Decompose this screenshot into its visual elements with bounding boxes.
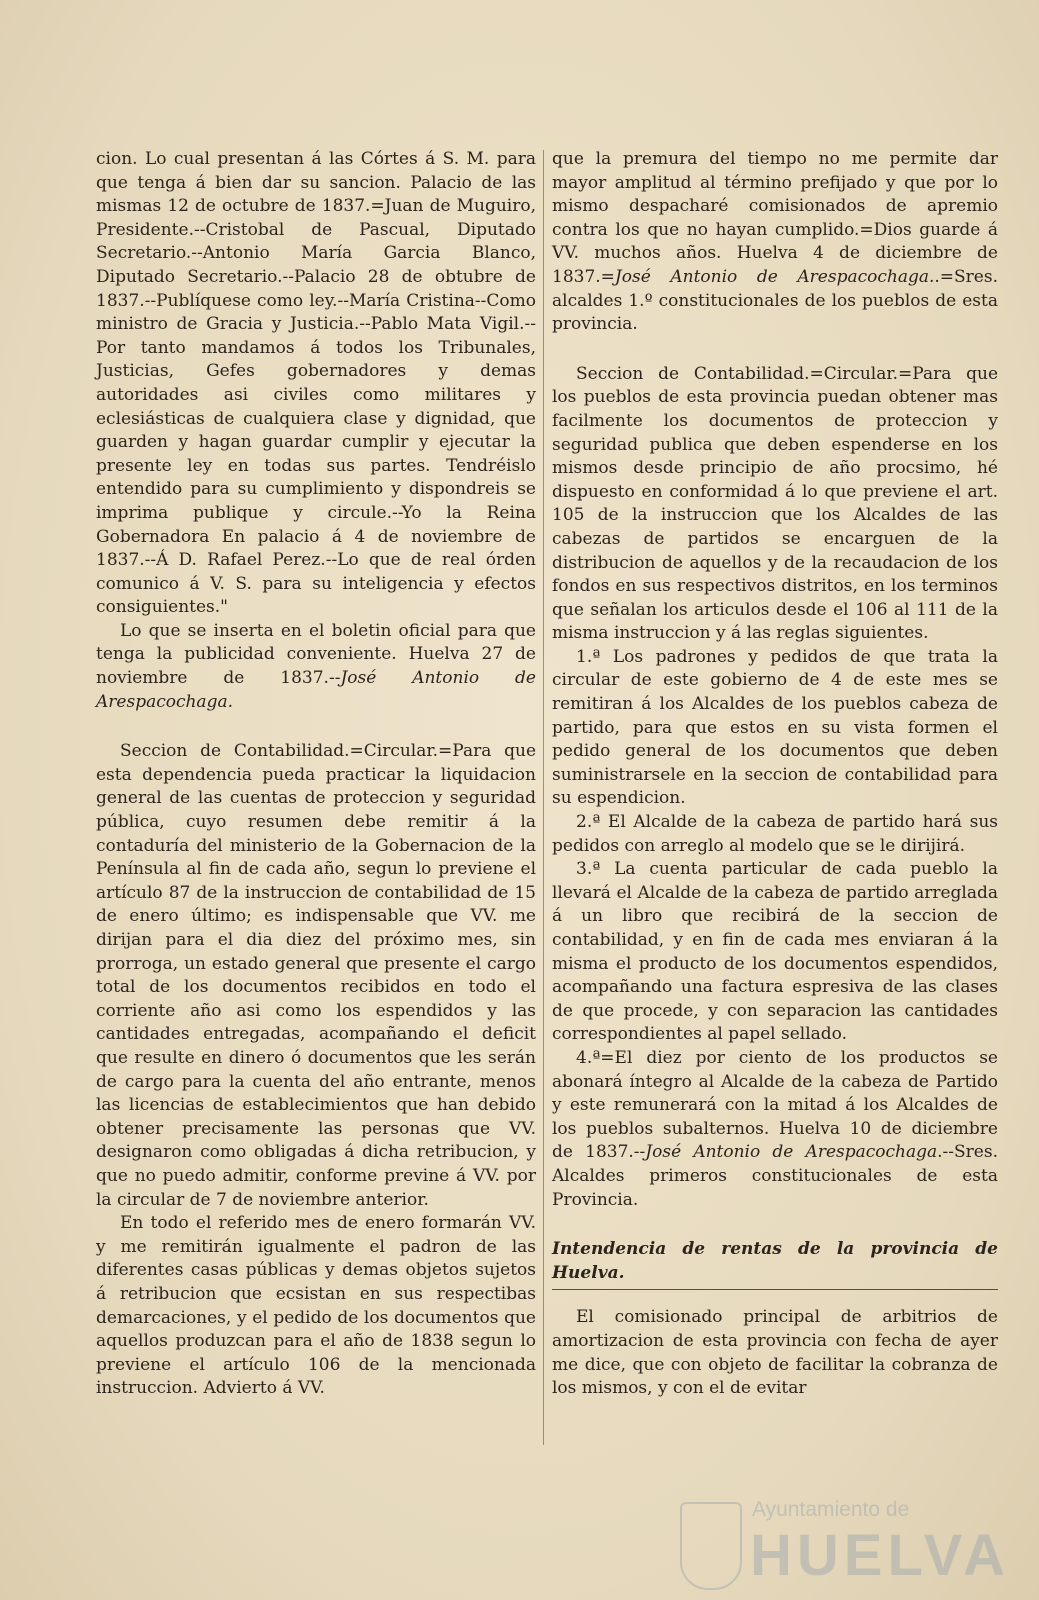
right-paragraph-1	[552, 148, 998, 337]
right-paragraph-6-signature: José Antonio de Arespacochaga	[645, 1142, 938, 1163]
left-paragraph-1: cion. Lo cual presentan á las Córtes á S. M. para que tenga á bien dar su sancion. Palacio de las mismas 12 de octubre de 1837.=Juan de Muguiro, Presidente.--Cristobal de Pascual, Diputado Secretario.--Antonio María Garcia Blanco, Diputado Secretario.--Palacio 28 de obtubre de 1837.--Publíquese como ley.--María Cristina--Como ministro de Gracia y Justicia.--Pablo Mata Vigil.--Por tanto mandamos á todos los Tribunales, Justicias, Gefes gobernadores y demas autoridades asi civiles como militares y eclesiásticas de cualquiera clase y dignidad, que guarden y hagan guardar cumplir y ejecutar la presente ley en todas sus partes. Tendréislo entendido para su cumplimiento y dispondreis se imprima publique y circule.--Yo la Reina Gobernadora En palacio á 4 de noviembre de 1837.--Á D. Rafael Perez.--Lo que de real órden comunico á V. S. para su inteligencia y efectos consiguientes."	[96, 149, 536, 618]
left-paragraph-2-signature: José Antonio de Arespacochaga.	[96, 668, 536, 712]
left-paragraph-4: En todo el referido mes de enero formarán VV. y me remitirán igualmente el padron de las diferentes casas públicas y demas objetos sujetos á retribucion que ecsistan en sus respectibas demarcaciones, y el pedido de los documentos que aquellos produzcan para el año de 1838 segun lo previene el artículo 106 de la mencionada instruccion. Advierto á VV.	[96, 1213, 536, 1399]
right-paragraph-4: 2.ª El Alcalde de la cabeza de partido hará sus pedidos con arreglo al modelo que se le dirijirá.	[552, 812, 998, 856]
right-paragraph-1-signature: José Antonio de Arespacochaga.	[614, 266, 935, 287]
right-paragraph-6-text: 4.ª=El diez por ciento de los productos se abonará íntegro al Alcalde de la cabeza de Partido y este remunerará con la mitad á los Alcaldes de los pueblos subalternos. Huelva 10 de diciembre de 1837.--	[552, 1047, 998, 1163]
left-paragraph-3: Seccion de Contabilidad.=Circular.=Para que esta dependencia pueda practicar la liquidacion general de las cuentas de proteccion y seguridad pública, cuyo resumen debe remitir á la contaduría del ministerio de la Gobernacion de la Península al fin de cada año, segun lo previene el artículo 87 de la instruccion de contabilidad de 15 de enero último; es indispensable que VV. me dirijan para el dia diez del próximo mes, sin prorroga, un estado general que presente el cargo total de los documentos recibidos en todo el corriente año asi como los espendidos y las cantidades entregadas, acompañando el deficit que resulte en dinero ó documentos que les serán de cargo para la cuenta del año entrante, menos las licencias de establecimientos que han debido obtener precisamente las personas que VV. designaron como obligadas á dicha retribucion, y que no puedo admitir, conforme previne á VV. por la circular de 7 de noviembre anterior.	[96, 741, 536, 1210]
left-column	[96, 148, 536, 1401]
right-paragraph-6	[552, 1047, 998, 1212]
right-paragraph-1-tail: .=Sres. alcaldes 1.º constitucionales de los pueblos de esta provincia.	[552, 266, 998, 335]
right-column	[552, 148, 998, 1401]
left-paragraph-2-text: Lo que se inserta en el boletin oficial para que tenga la publicidad conveniente. Huelva 27 de noviembre de 1837.--	[96, 620, 536, 689]
right-paragraph-7: El comisionado principal de arbitrios de amortizacion de esta provincia con fecha de ayer me dice, que con objeto de facilitar la cobranza de los mismos, y con el de evitar	[552, 1307, 998, 1399]
column-divider	[543, 150, 544, 1445]
section-heading: Intendencia de rentas de la provincia de Huelva.	[552, 1238, 998, 1290]
watermark-line-1: Ayuntamiento de	[752, 1498, 910, 1521]
right-paragraph-2: Seccion de Contabilidad.=Circular.=Para que los pueblos de esta provincia puedan obtener mas facilmente los documentos de proteccion y seguridad publica que deben espenderse en los mismos desde principio de año procsimo, hé dispuesto en conformidad á lo que previene el art. 105 de la instruccion que los Alcaldes de las cabezas de partidos se encarguen de la distribucion de aquellos y de la recaudacion de los fondos en sus respectivos distritos, en los terminos que señalan los articulos desde el 106 al 111 de la misma instruccion y á las reglas siguientes.	[552, 363, 998, 644]
right-paragraph-6-tail: .--Sres. Alcaldes primeros constitucionales de esta Provincia.	[552, 1142, 998, 1210]
right-paragraph-5: 3.ª La cuenta particular de cada pueblo la llevará el Alcalde de la cabeza de partido arreglada á un libro que recibirá de la seccion de contabilidad, y en fin de cada mes enviaran á la misma el producto de los documentos espendidos, acompañando una factura espresiva de las clases de que procede, y con separacion las cantidades correspondientes al papel sellado.	[552, 859, 998, 1045]
archive-watermark	[680, 1498, 1010, 1590]
coat-of-arms-icon	[680, 1502, 742, 1590]
right-paragraph-3: 1.ª Los padrones y pedidos de que trata la circular de este gobierno de 4 de este mes se remitiran á los Alcaldes de los pueblos cabeza de partido, para que estos en su vista formen el pedido general de los documentos que deben suministrarsele en la seccion de contabilidad para su espendicion.	[552, 646, 998, 809]
watermark-line-2: HUELVA	[750, 1523, 1010, 1588]
right-paragraph-1-text: que la premura del tiempo no me permite dar mayor amplitud al término prefijado y que por lo mismo despacharé comisionados de apremio contra los que no hayan cumplido.=Dios guarde á VV. muchos años. Huelva 4 de diciembre de 1837.=	[552, 149, 998, 287]
left-paragraph-2	[96, 620, 536, 714]
